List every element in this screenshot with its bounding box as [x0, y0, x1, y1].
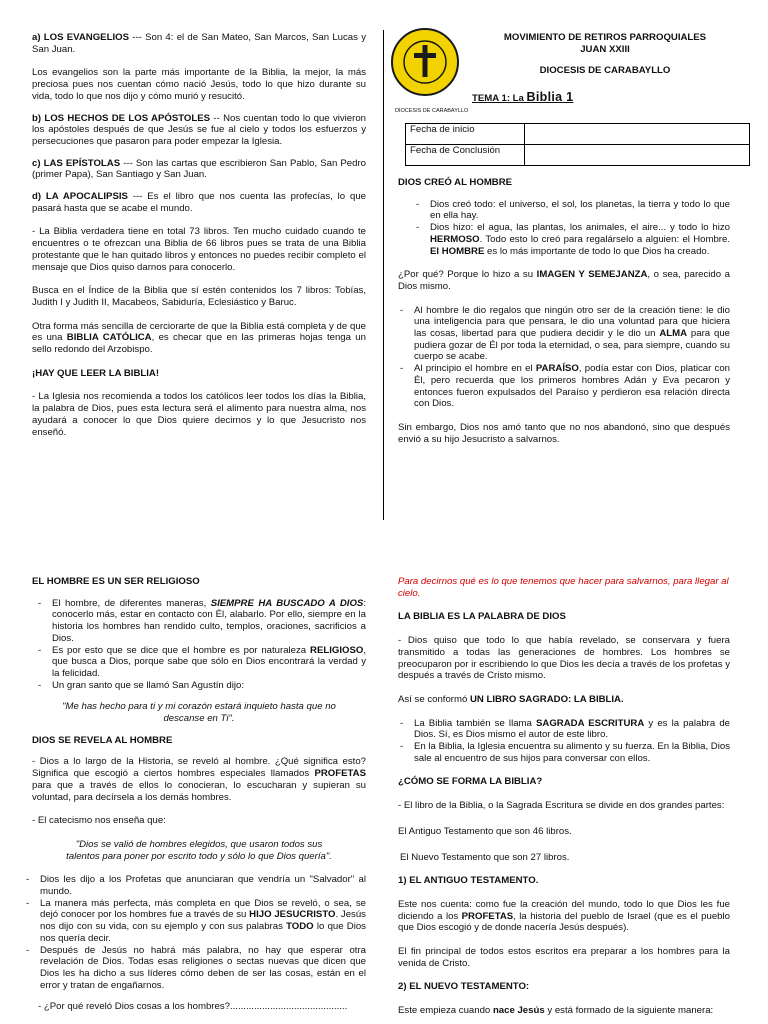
porque-revelo-question: - ¿Por qué reveló Dios cosas a los hombres?............................................: [38, 1001, 348, 1013]
biblia-catolica-paragraph: Otra forma más sencilla de cerciorarte de que la Biblia está completa y de que es una BIBLIA CATÓLICA, es checar que en las primeras hojas tenga un sello redondo del Arzobispo.: [32, 320, 366, 356]
list-item: - Dios les dijo a los Profetas que anunciaran que vendría un "Salvador" al mundo.: [26, 874, 366, 898]
creation-list: [398, 199, 730, 258]
end-date-field[interactable]: [525, 145, 750, 166]
indice-paragraph: Busca en el Índice de la Biblia que sí estén contenidos los 7 libros: Tobías, Judith I y Judith II, Macabeos, Sabiduría, Eclesiástico y Baruc.: [32, 285, 366, 308]
header-diocese: DIOCESIS DE CARABAYLLO: [539, 65, 671, 77]
nuevo-count: El Nuevo Testamento que son 27 libros.: [400, 851, 570, 863]
palabra-de-dios-heading: LA BIBLIA ES LA PALABRA DE DIOS: [398, 611, 566, 623]
antiguo-testamento-paragraph: Este nos cuenta: como fue la creación del mundo, todo lo que Dios les fue diciendo a los PROFETAS, la historia del pueblo de Israel (que es el pueblo que Dios escogió y de donde nacería Jesús después).: [398, 898, 730, 934]
column-divider: [383, 30, 384, 520]
page1-right-column: [398, 177, 730, 445]
evangelios-description: Los evangelios son la parte más importante de la Biblia, la mejor, la más preciosa pues nos cuentan cómo nació Jesús, todo lo que hizo durante su vida, todo lo que nos dijo y cómo murió y resucitó.: [32, 67, 366, 102]
apocalipsis-paragraph: d) LA APOCALIPSIS --- Es el libro que nos cuenta las profecías, lo que pasará hasta que se acabe el mundo.: [32, 191, 366, 214]
libro-sagrado-paragraph: Así se conformó UN LIBRO SAGRADO: LA BIBLIA.: [398, 693, 624, 705]
list-item: - Dios creó todo: el universo, el sol, los planetas, la tierra y todo lo que en ella hay.: [416, 198, 730, 222]
divide-paragraph: - El libro de la Biblia, o la Sagrada Escritura se divide en dos grandes partes:: [398, 800, 725, 812]
dios-creo-heading: DIOS CREÓ AL HOMBRE: [398, 177, 513, 188]
hechos-paragraph: b) LOS HECHOS DE LOS APÓSTOLES -- Nos cuentan todo lo que vivieron los apóstoles después de que Jesús se fue al cielo y todos los esfuerzos y persecuciones que pasaron para poder empezar la Iglesia.: [32, 112, 367, 147]
religioso-list: [32, 598, 366, 692]
list-item: - El hombre, de diferentes maneras, SIEMPRE HA BUSCADO A DIOS: conocerlo más, estar en contacto con Él, alabarlo. Por ello, siempre en la historia los hombres han rendido culto, templos, oraciones, sacrificios a Dios.: [38, 597, 366, 644]
seal-caption: DIOCESIS DE CARABAYLLO: [395, 108, 469, 114]
como-se-forma-heading: ¿CÓMO SE FORMA LA BIBLIA?: [398, 776, 543, 788]
end-date-label: Fecha de Conclusión: [406, 145, 525, 166]
list-item: - La manera más perfecta, más completa en que Dios se reveló, o sea, se dejó conocer por los hombres fue a través de su HIJO JESUCRISTO. Jesús nos dijo con su vida, con su ejemplo y con sus palabras TODO lo que Dios nos quería decir.: [26, 897, 366, 944]
list-item: - Es por esto que se dice que el hombre es por naturaleza RELIGIOSO, que busca a Dios, porque sabe que sólo en Dios encontrará la verdad y la felicidad.: [38, 644, 366, 679]
antiguo-testamento-heading: 1) EL ANTIGUO TESTAMENTO.: [398, 875, 539, 887]
list-item: - Después de Jesús no habrá más palabra, no hay que esperar otra revelación de Dios. Todas esas religiones o sectas nuevas que dicen que Dios les ha dicho a sus líderes cómo deben de ser las cosas, están en el error y tratan de engañarnos.: [26, 944, 366, 991]
page1-left-column: [32, 32, 366, 438]
dios-quiso-paragraph: - Dios quiso que todo lo que había revelado, se conservara y fuera transmitido a todas las generaciones de hombres. Los hombres se preocuparon por ir escribiendo lo que Dios les decía a través de los profetas y después a través de Cristo mismo.: [398, 635, 730, 682]
san-agustin-quote: "Me has hecho para ti y mi corazón estará inquieto hasta que no descanse en Ti".: [62, 701, 336, 725]
header-movement: MOVIMIENTO DE RETIROS PARROQUIALES: [503, 32, 707, 43]
list-item: - Un gran santo que se llamó San Agustín dijo:: [38, 679, 244, 691]
fin-principal-paragraph: El fin principal de todos estos escritos era preparar a los hombres para la venida de Cristo.: [398, 946, 730, 969]
cross-seal-icon: [390, 27, 460, 97]
sin-embargo-paragraph: Sin embargo, Dios nos amó tanto que no nos abandonó, sino que después envió a su hijo Jesucristo a salvarnos.: [398, 421, 730, 445]
profetas-paragraph: - Dios a lo largo de la Historia, se reveló al hombre. ¿Qué significa esto? Significa que escogió a ciertos hombres especiales llamados PROFETAS para que a través de ellos lo conocieran, lo escucharan y supieran su voluntad, para decírsela a los demás hombres.: [32, 756, 366, 803]
catecismo-paragraph: - El catecismo nos enseña que:: [32, 815, 166, 827]
page2-left-column: [26, 576, 366, 1013]
dates-form-table: [405, 123, 750, 166]
start-date-label: Fecha de inicio: [406, 124, 525, 145]
catecismo-quote: "Dios se valió de hombres elegidos, que usaron todos sus talentos para poner por escrito todo y sólo lo que Dios quería".: [66, 838, 332, 862]
document-header: [470, 32, 740, 77]
page2-right-column: [398, 576, 730, 1017]
evangelios-paragraph: a) LOS EVANGELIOS --- Son 4: el de San Mateo, San Marcos, San Lucas y San Juan.: [32, 32, 366, 55]
revelation-list: [24, 874, 366, 991]
salvation-answer-note: Para decirnos qué es lo que tenemos que hacer para salvarnos, para llegar al cielo.: [398, 576, 729, 599]
hay-que-leer-heading: ¡HAY QUE LEER LA BIBLIA!: [32, 367, 160, 379]
nuevo-testamento-paragraph: Este empieza cuando nace Jesús y está formado de la siguiente manera:: [398, 1005, 714, 1017]
list-item: - Al principio el hombre en el PARAÍSO, podía estar con Dios, platicar con Él, pero recuerda que los primeros hombres Adán y Eva pecaron y entonces fueron expulsados del Paraíso y perdieron esa relación directa con Dios.: [400, 363, 731, 410]
list-item: - En la Biblia, la Iglesia encuentra su alimento y su fuerza. En la Biblia, Dios sale al encuentro de sus hijos para conversar con ellos.: [400, 741, 730, 764]
nuevo-testamento-heading: 2) EL NUEVO TESTAMENTO:: [398, 981, 530, 993]
parish-seal-logo: [390, 27, 460, 97]
start-date-field[interactable]: [525, 124, 750, 145]
iglesia-recomienda-paragraph: - La Iglesia nos recomienda a todos los católicos leer todos los días la Biblia, la palabra de Dios, pues esta lectura será el alimento para nuestra alma, nos ayudará a conocer lo que Dios quiere decirnos y lo que Jesucristo nos enseñó.: [32, 391, 366, 438]
list-item: - Al hombre le dio regalos que ningún otro ser de la creación tiene: le dio una inteligencia para que pensara, le dio una voluntad para que hiciera las cosas, libertad para que pudiera decidir y le dio un ALMA para que pudiera gozar de Él por toda la eternidad, o sea, para siempre, cuando su cuerpo se acabe.: [400, 304, 730, 363]
antiguo-count: El Antiguo Testamento que son 46 libros.: [398, 825, 572, 837]
ser-religioso-heading: EL HOMBRE ES UN SER RELIGIOSO: [32, 576, 200, 587]
imagen-semejanza-paragraph: ¿Por qué? Porque lo hizo a su IMAGEN Y SEMEJANZA, o sea, parecido a Dios mismo.: [398, 269, 731, 292]
gifts-list: [398, 305, 730, 410]
dios-revela-heading: DIOS SE REVELA AL HOMBRE: [32, 734, 173, 746]
biblia-list: [398, 718, 730, 765]
tema-title: TEMA 1: La Biblia 1: [472, 90, 574, 104]
list-item: - La Biblia también se llama SAGRADA ESCRITURA y es la palabra de Dios. Sí, es Dios mismo el autor de este libro.: [400, 717, 730, 741]
header-juan-xxiii: JUAN XXIII: [580, 43, 630, 55]
epistolas-paragraph: c) LAS EPÍSTOLAS --- Son las cartas que escribieron San Pablo, San Pedro (primer Papa), San Santiago y San Juan.: [32, 157, 367, 181]
biblia-73-libros-paragraph: - La Biblia verdadera tiene en total 73 libros. Ten mucho cuidado cuando te encuentres o te ofrezcan una Biblia de 66 libros pues se trata de una Biblia protestante que le han quitado libros y entonces no puedes recibir completo el mensaje que Dios quiso darnos para conocerlo.: [32, 226, 366, 273]
list-item: - Dios hizo: el agua, las plantas, los animales, el aire... y todo lo hizo HERMOSO. Todo esto lo creó para regalárselo a alguien: el Hombre. El HOMBRE es lo más importante de todo lo que Dios ha creado.: [416, 222, 730, 257]
